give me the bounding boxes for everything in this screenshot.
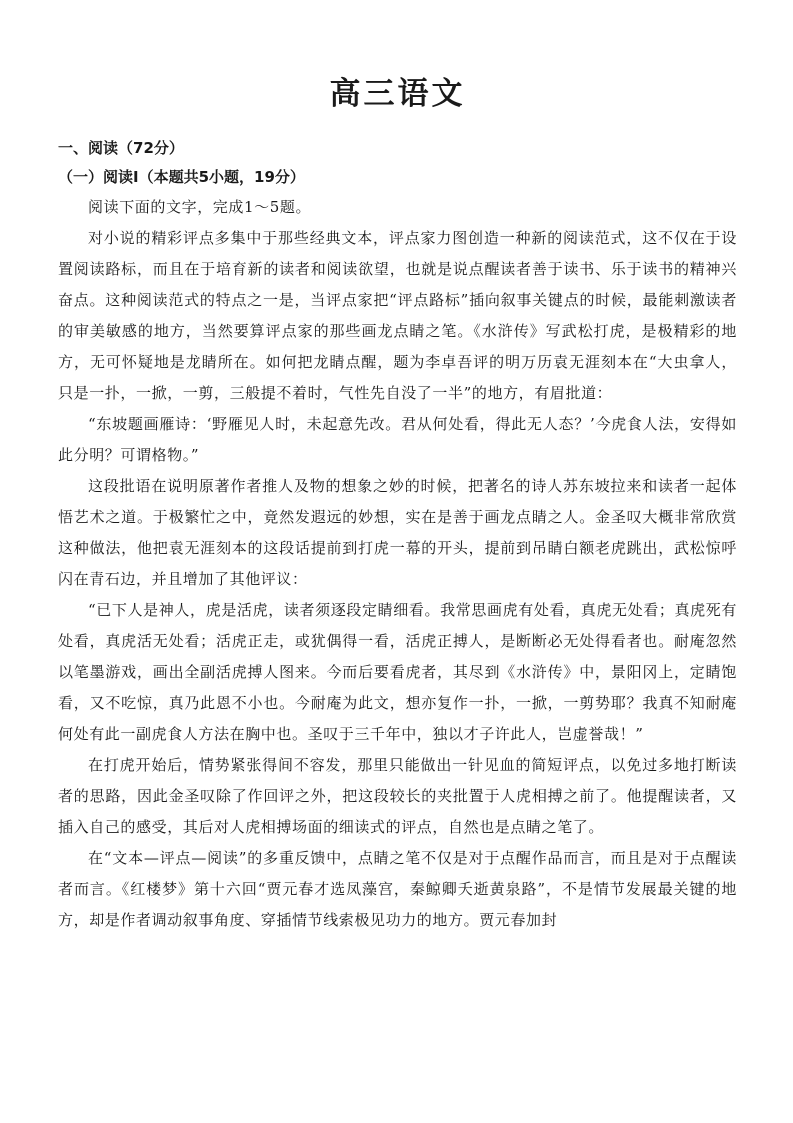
paragraph-1: 对小说的精彩评点多集中于那些经典文本，评点家力图创造一种新的阅读范式，这不仅在于设置阅读路标，而且在于培育新的读者和阅读欲望，也就是说点醒读者善于读书、乐于读书的精神兴奋点。这种阅读范式的特点之一是，当评点家把“评点路标”插向叙事关键点的时候，最能刺激读者的审美敏感的地方，当然要算评点家的那些画龙点睛之笔。《水浒传》写武松打虎，是极精彩的地方，无可怀疑地是龙睛所在。如何把龙睛点醒，题为李卓吾评的明万历袁无涯刻本在“大虫拿人，只是一扑，一掀，一剪，三般提不着时，气性先自没了一半”的地方，有眉批道： xyxy=(58,229,737,402)
paragraph-3: 在打虎开始后，情势紧张得间不容发，那里只能做出一针见血的简短评点，以免过多地打断读者的思路，因此金圣叹除了作回评之外，把这段较长的夹批置于人虎相搏之前了。他提醒读者，又插入自己的感受，其后对人虎相搏场面的细读式的评点，自然也是点睛之笔了。 xyxy=(58,756,737,836)
subsection-heading-reading-1: （一）阅读Ⅰ（本题共5小题，19分） xyxy=(58,168,305,186)
quote-2: “已下人是神人，虎是活虎，读者须逐段定睛细看。我常思画虎有处看，真虎无处看；真虎死有处看，真虎活无处看；活虎正走，或犹偶得一看，活虎正搏人，是断断必无处得看者也。耐庵忽然以笔墨游戏，画出全副活虎搏人图来。今而后要看虎者，其尽到《水浒传》中，景阳冈上，定睛饱看，又不吃惊，真乃此恩不小也。今耐庵为此文，想亦复作一扑，一掀，一剪势耶？我真不知耐庵何处有此一副虎食人方法在胸中也。圣叹于三千年中，独以才子许此人，岂虚誉哉！” xyxy=(58,601,737,743)
paragraph-4: 在“文本—评点—阅读”的多重反馈中，点睛之笔不仅是对于点醒作品而言，而且是对于点醒读者而言。《红楼梦》第十六回“贾元春才选凤藻宫，秦鲸卿夭逝黄泉路”，不是情节发展最关键的地方，却是作者调动叙事角度、穿插情节线索极见功力的地方。贾元春加封 xyxy=(58,849,737,929)
paragraph-2: 这段批语在说明原著作者推人及物的想象之妙的时候，把著名的诗人苏东坡拉来和读者一起体悟艺术之道。于极繁忙之中，竟然发遐远的妙想，实在是善于画龙点睛之人。金圣叹大概非常欣赏这种做法，他把袁无涯刻本的这段话提前到打虎一幕的开头，提前到吊睛白额老虎跳出，武松惊呼闪在青石边，并且增加了其他评议： xyxy=(58,477,737,588)
instruction-text: 阅读下面的文字，完成1～5题。 xyxy=(88,198,312,216)
section-heading-reading: 一、阅读（72分） xyxy=(58,139,184,157)
quote-1: “东坡题画雁诗：‘野雁见人时，未起意先改。君从何处看，得此无人态？’今虎食人法，安得如此分明？可谓格物。” xyxy=(58,415,737,464)
page-title: 高三语文 xyxy=(329,76,466,112)
